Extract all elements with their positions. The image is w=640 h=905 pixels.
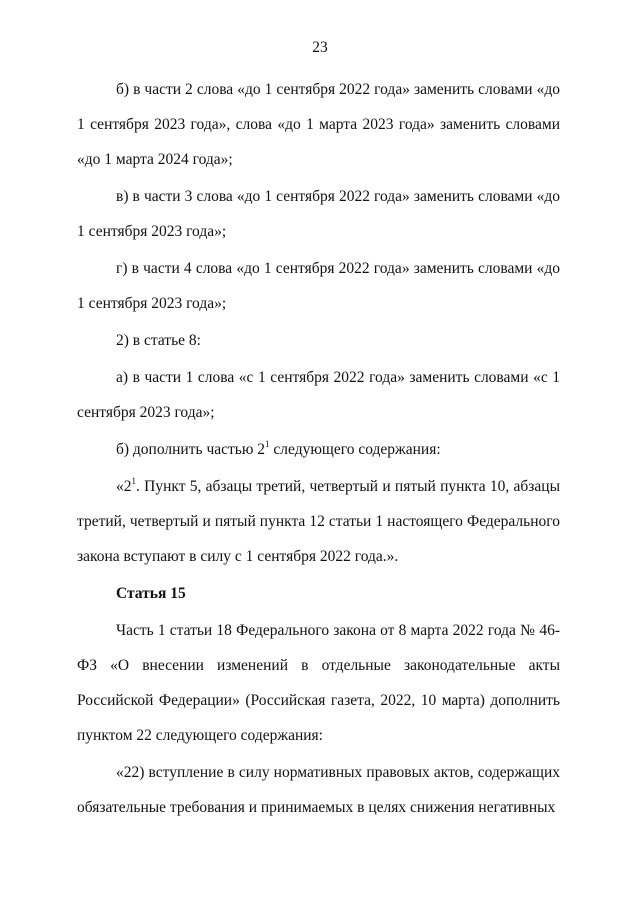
paragraph-add-part-2-1 [77, 432, 560, 467]
page-number: 23 [312, 39, 328, 56]
superscript: 1 [131, 476, 136, 486]
paragraph-article-15-body: Часть 1 статьи 18 Федерального закона от 8 марта 2022 года № 46-ФЗ «О внесении изменений в отдельные законодательные акты Российской Федерации» (Российская газета, 2022, 10 марта) дополнить пунктом 22 следующего содержания: [77, 622, 560, 744]
paragraph-article-8: 2) в статье 8: [116, 332, 201, 349]
paragraph-g-part-4: г) в части 4 слова «до 1 сентября 2022 года» заменить словами «до 1 сентября 2023 года»; [77, 260, 560, 312]
paragraph-point-22: «22) вступление в силу нормативных правовых актов, содержащих обязательные требования и принимаемых в целях снижения негативных [77, 764, 560, 816]
paragraph-v-part-3: в) в части 3 слова «до 1 сентября 2022 года» заменить словами «до 1 сентября 2023 года»; [77, 188, 560, 240]
article-15-heading: Статья 15 [116, 585, 186, 602]
paragraph-text-before: «2 [116, 478, 132, 495]
paragraph-quote-2-1 [77, 469, 560, 574]
document-body [77, 72, 560, 827]
paragraph-text-before: б) дополнить частью 2 [116, 441, 266, 458]
superscript: 1 [265, 439, 270, 449]
paragraph-a-part-1: а) в части 1 слова «с 1 сентября 2022 года» заменить словами «с 1 сентября 2023 года»; [77, 369, 560, 421]
paragraph-text-after: . Пункт 5, абзацы третий, четвертый и пятый пункта 10, абзацы третий, четвертый и пятый пункта 12 статьи 1 настоящего Федерального закона вступают в силу с 1 сентября 2022 года.». [77, 478, 560, 565]
paragraph-text-after: следующего содержания: [269, 441, 441, 458]
paragraph-b-part-2: б) в части 2 слова «до 1 сентября 2022 года» заменить словами «до 1 сентября 2023 года», слова «до 1 марта 2023 года» заменить словами «до 1 марта 2024 года»; [77, 81, 560, 168]
